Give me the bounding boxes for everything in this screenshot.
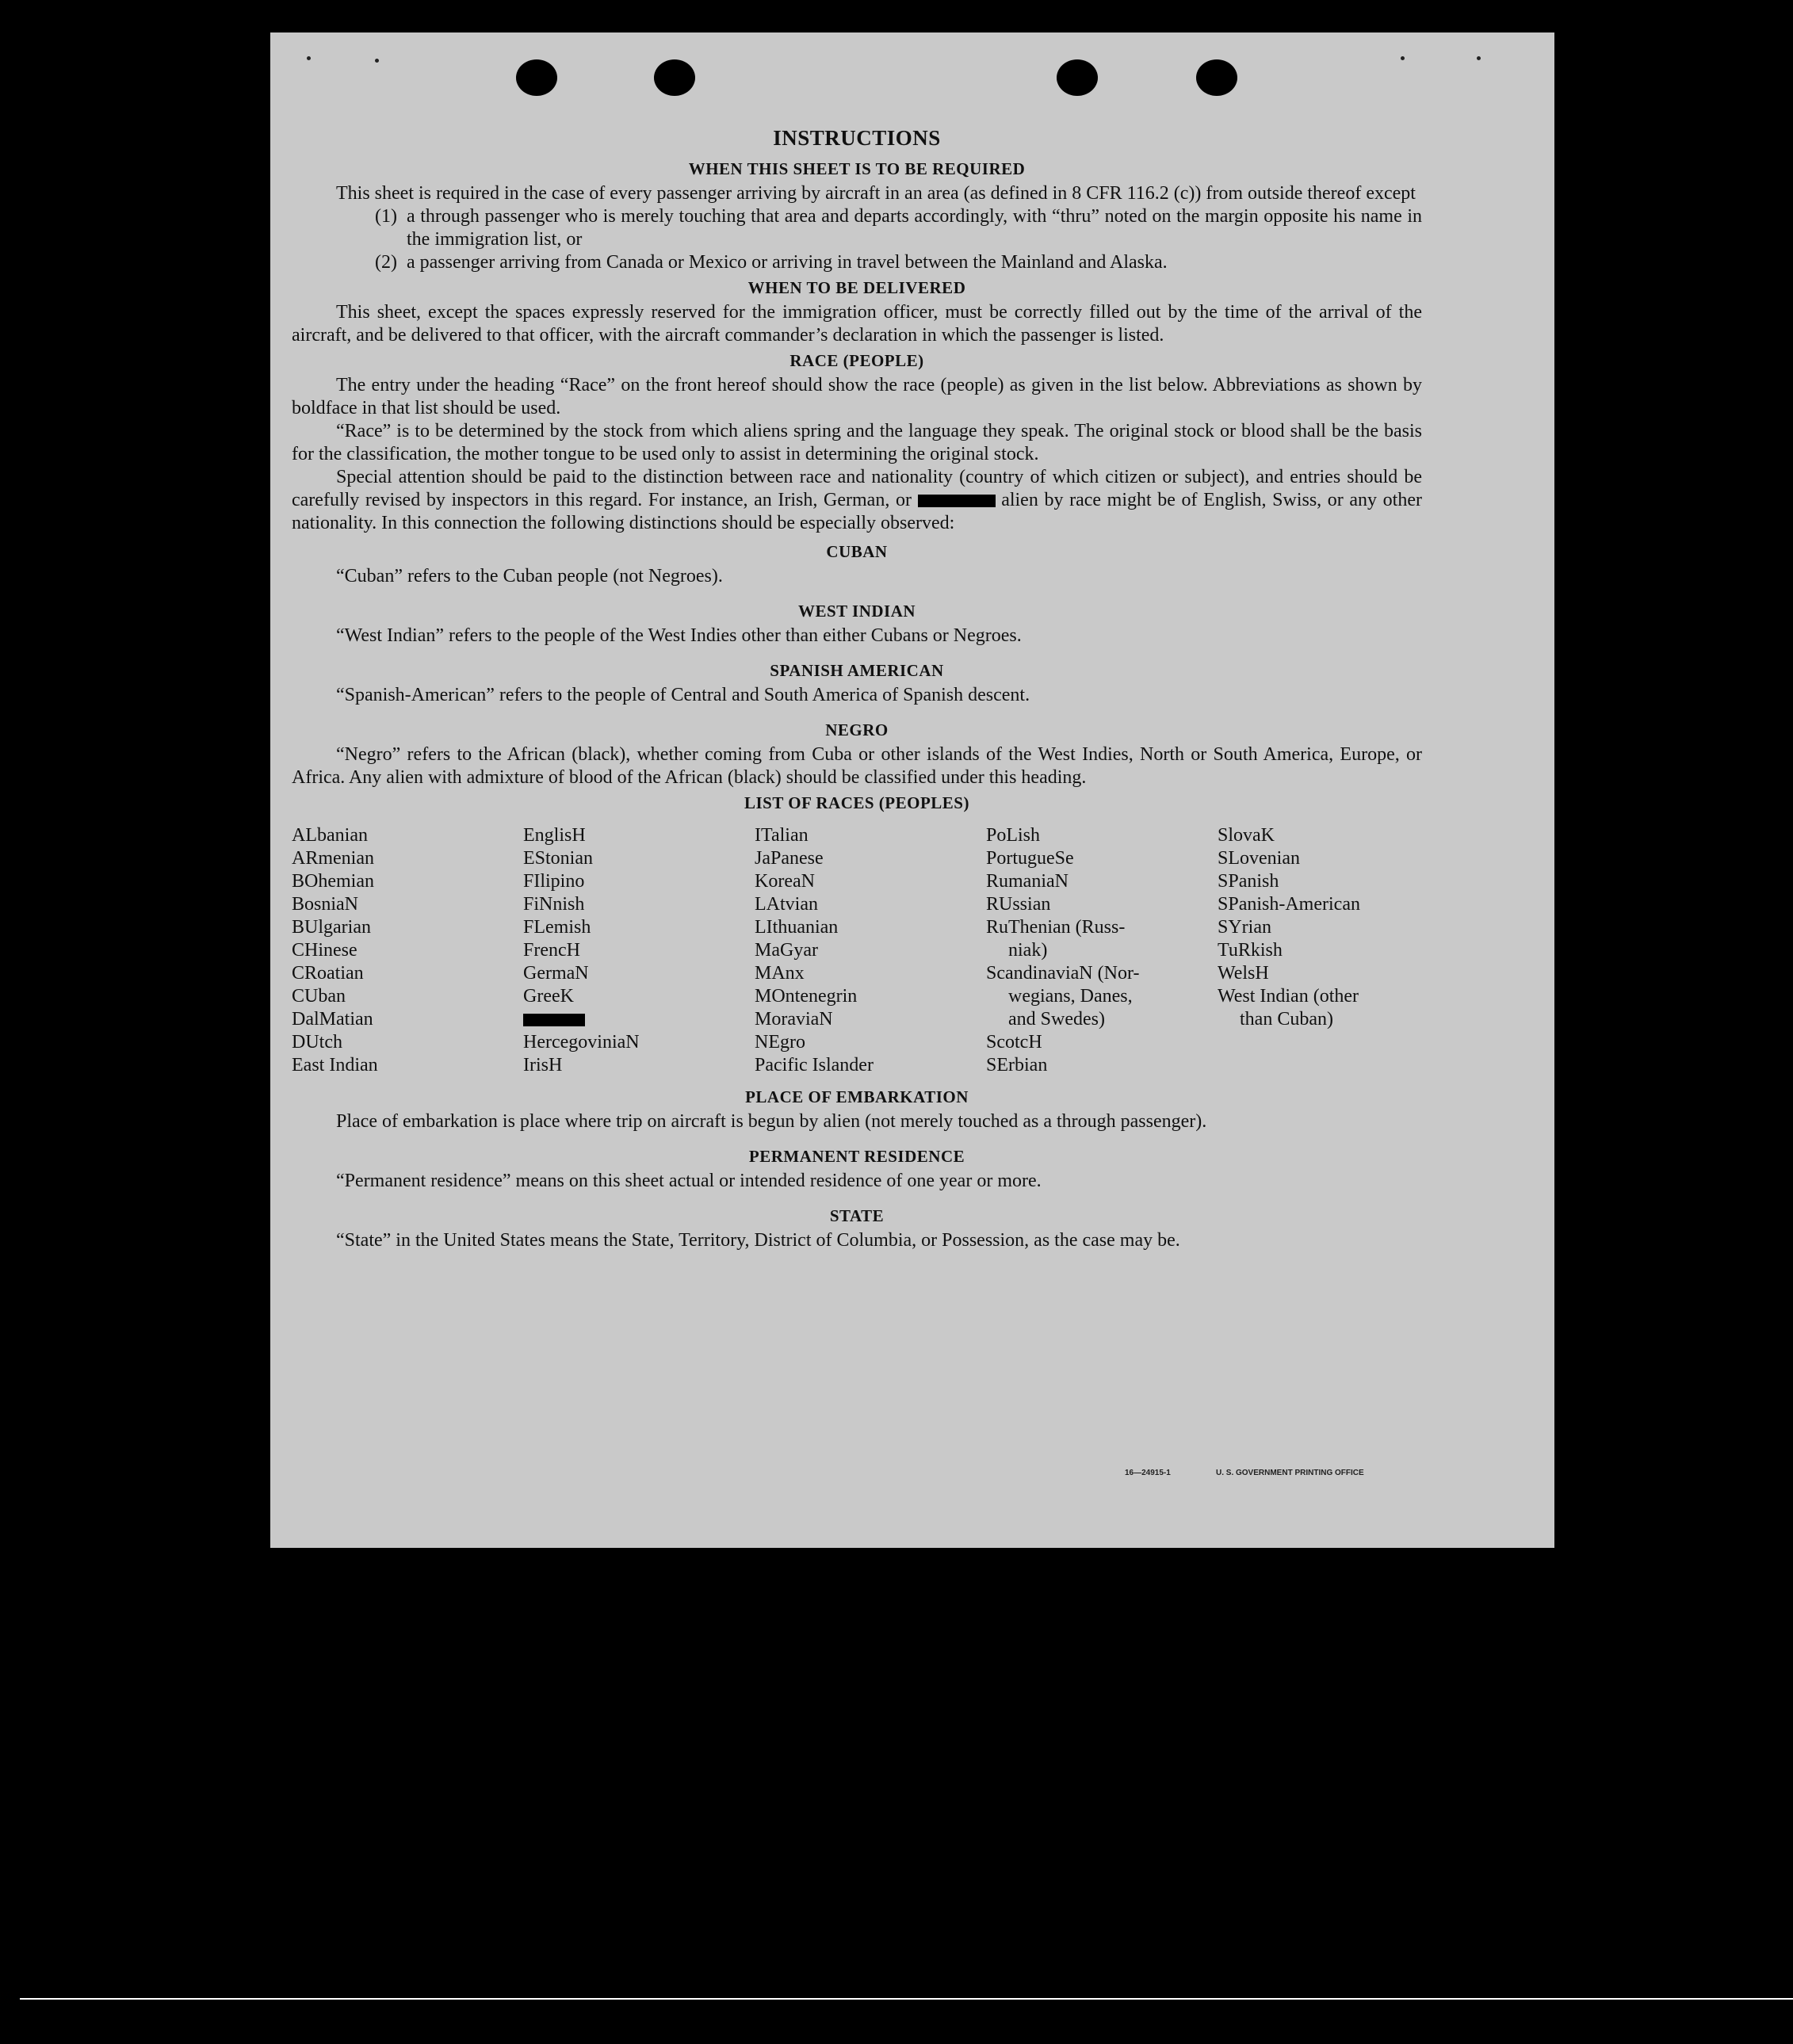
list-item xyxy=(292,205,1422,251)
form-number: 16—24915-1 xyxy=(1125,1469,1171,1477)
section-heading: PLACE OF EMBARKATION xyxy=(745,1087,969,1106)
race-entry: ITalian xyxy=(755,825,809,846)
race-entry: SErbian xyxy=(986,1055,1048,1075)
race-entry: KoreaN xyxy=(755,871,815,892)
punch-hole xyxy=(516,59,557,96)
punch-hole xyxy=(654,59,695,96)
speck xyxy=(1401,56,1405,60)
race-entry: GermaN xyxy=(523,963,589,984)
race-entry: West Indian (other than Cuban) xyxy=(1218,986,1359,1030)
race-entry: MoraviaN xyxy=(755,1009,833,1030)
race-entry: MOntenegrin xyxy=(755,986,858,1007)
race-entry: RumaniaN xyxy=(986,871,1069,892)
race-entry: NEgro xyxy=(755,1032,805,1053)
race-entry: ScandinaviaN (Nor- wegians, Danes, and Swedes) xyxy=(986,963,1140,1030)
paragraph: “Spanish-American” refers to the people of Central and South America of Spanish descent. xyxy=(336,685,1030,705)
punch-hole xyxy=(1196,59,1237,96)
race-entry: ARmenian xyxy=(292,848,374,869)
race-entry: CUban xyxy=(292,986,346,1007)
speck xyxy=(1477,56,1481,60)
list-item xyxy=(292,251,1422,274)
races-column xyxy=(523,824,755,1077)
section-heading: RACE (PEOPLE) xyxy=(789,351,924,370)
section-heading: STATE xyxy=(829,1206,885,1225)
race-entry: PoLish xyxy=(986,825,1041,846)
speck xyxy=(375,59,379,63)
race-entry: HercegoviniaN xyxy=(523,1032,640,1053)
paragraph-part: Special attention should be paid to the distinction between race and nationality (country of which citizen or subject), and entries should be carefully revised by inspectors in this regard. For instance, an Irish, German, or xyxy=(292,467,1422,510)
paragraph: “Race” is to be determined by the stock from which aliens spring and the language they speak. The original stock or blood shall be the basis for the classification, the mother tongue to be used only to assist in determining the original stock. xyxy=(292,421,1422,464)
race-entry: SlovaK xyxy=(1218,825,1275,846)
paragraph: “State” in the United States means the State, Territory, District of Columbia, or Possession, as the case may be. xyxy=(336,1230,1180,1251)
races-column xyxy=(292,824,523,1077)
item-number: (2) xyxy=(375,252,397,273)
races-column xyxy=(755,824,986,1077)
race-entry: MAnx xyxy=(755,963,805,984)
redaction-mark xyxy=(918,495,996,507)
paragraph: “Cuban” refers to the Cuban people (not Negroes). xyxy=(336,566,723,586)
race-entry: BosniaN xyxy=(292,894,358,915)
instructions-content xyxy=(292,126,1422,1252)
race-entry: DUtch xyxy=(292,1032,342,1053)
race-entry: CHinese xyxy=(292,940,357,961)
item-text: a passenger arriving from Canada or Mexico or arriving in travel between the Mainland and Alaska. xyxy=(407,252,1168,273)
paragraph: This sheet is required in the case of every passenger arriving by aircraft in an area (as defined in 8 CFR 116.2 (c)) from outside thereof except xyxy=(336,183,1416,204)
race-entry: WelsH xyxy=(1218,963,1269,984)
paragraph-part: alien by race might be of English, Swiss, or any other nationality. In this connection the following distinctions should be especially observed: xyxy=(292,490,1422,533)
speck xyxy=(307,56,311,60)
section-heading: CUBAN xyxy=(826,542,888,561)
page-title: INSTRUCTIONS xyxy=(773,126,941,150)
paragraph: “Permanent residence” means on this sheet actual or intended residence of one year or more. xyxy=(336,1171,1042,1191)
document-sheet xyxy=(270,32,1554,1548)
race-entry: ALbanian xyxy=(292,825,368,846)
race-entry: LIthuanian xyxy=(755,917,839,938)
race-entry: SLovenian xyxy=(1218,848,1300,869)
paragraph: This sheet, except the spaces expressly reserved for the immigration officer, must be correctly filled out by the time of the arrival of the aircraft, and be delivered to that officer, with the aircraft commander’s declaration in which the passenger is listed. xyxy=(292,302,1422,346)
scan-edge-line xyxy=(20,1998,1793,2000)
race-entry: RUssian xyxy=(986,894,1051,915)
section-heading: WEST INDIAN xyxy=(797,602,916,621)
race-entry: DalMatian xyxy=(292,1009,373,1030)
race-entry: BUlgarian xyxy=(292,917,371,938)
paragraph: “Negro” refers to the African (black), whether coming from Cuba or other islands of the West Indies, North or South America, Europe, or Africa. Any alien with admixture of blood of the African (black) should be classified under this heading. xyxy=(292,744,1422,788)
race-entry: LAtvian xyxy=(755,894,818,915)
race-entry: PortugueSe xyxy=(986,848,1074,869)
section-heading: WHEN THIS SHEET IS TO BE REQUIRED xyxy=(688,159,1026,178)
race-entry: EnglisH xyxy=(523,825,586,846)
paragraph xyxy=(292,466,1422,535)
race-entry: EStonian xyxy=(523,848,593,869)
punch-hole xyxy=(1057,59,1098,96)
race-entry: East Indian xyxy=(292,1055,378,1075)
paragraph: The entry under the heading “Race” on the front hereof should show the race (people) as given in the list below. Abbreviations as shown by boldface in that list should be used. xyxy=(292,375,1422,418)
race-entry: FLemish xyxy=(523,917,591,938)
races-list xyxy=(292,824,1422,1077)
race-entry: SPanish-American xyxy=(1218,894,1360,915)
race-entry: SPanish xyxy=(1218,871,1279,892)
race-entry: FIlipino xyxy=(523,871,585,892)
section-heading: NEGRO xyxy=(825,720,889,739)
redaction-mark xyxy=(523,1014,585,1026)
race-entry: Pacific Islander xyxy=(755,1055,874,1075)
race-entry: FrencH xyxy=(523,940,580,961)
race-entry: ScotcH xyxy=(986,1032,1042,1053)
race-entry xyxy=(523,1008,755,1031)
printer-imprint: U. S. GOVERNMENT PRINTING OFFICE xyxy=(1216,1469,1364,1477)
section-heading: LIST OF RACES (PEOPLES) xyxy=(744,793,969,812)
race-entry: BOhemian xyxy=(292,871,374,892)
item-number: (1) xyxy=(375,206,397,227)
race-entry: MaGyar xyxy=(755,940,818,961)
race-entry: TuRkish xyxy=(1218,940,1283,961)
item-text: a through passenger who is merely touching that area and departs accordingly, with “thru” noted on the margin opposite his name in the immigration list, or xyxy=(407,206,1422,250)
race-entry: CRoatian xyxy=(292,963,364,984)
race-entry: JaPanese xyxy=(755,848,824,869)
race-entry: IrisH xyxy=(523,1055,563,1075)
races-column xyxy=(986,824,1218,1077)
section-heading: PERMANENT RESIDENCE xyxy=(748,1147,965,1166)
section-heading: WHEN TO BE DELIVERED xyxy=(747,278,966,297)
race-entry: SYrian xyxy=(1218,917,1271,938)
races-column xyxy=(1218,824,1422,1077)
paragraph: “West Indian” refers to the people of the West Indies other than either Cubans or Negroes. xyxy=(336,625,1022,646)
race-entry: RuThenian (Russ- niak) xyxy=(986,917,1126,961)
paragraph: Place of embarkation is place where trip on aircraft is begun by alien (not merely touched as a through passenger). xyxy=(336,1111,1207,1132)
race-entry: FiNnish xyxy=(523,894,585,915)
section-heading: SPANISH AMERICAN xyxy=(770,661,944,680)
race-entry: GreeK xyxy=(523,986,574,1007)
